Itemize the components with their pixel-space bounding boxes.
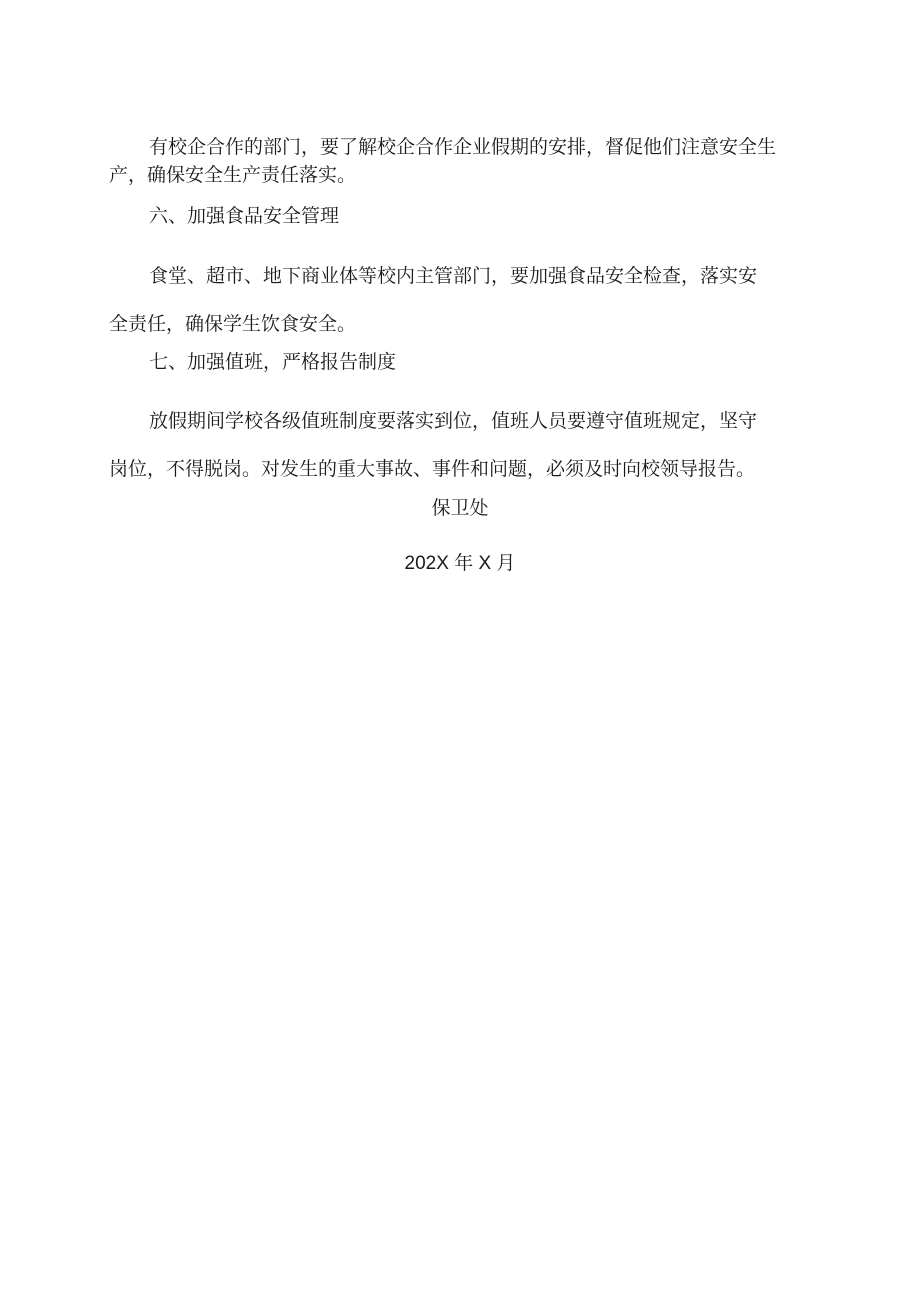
section-heading-food-safety: 六、加强食品安全管理 — [149, 205, 340, 227]
paragraph-line: 产，确保安全生产责任落实。 — [109, 164, 357, 186]
paragraph-food-safety — [109, 252, 813, 348]
section-heading-duty-reporting: 七、加强值班，严格报告制度 — [149, 351, 397, 373]
paragraph-line: 岗位，不得脱岗。对发生的重大事故、事件和问题，必须及时向校领导报告。 — [109, 458, 756, 480]
paragraph-line: 放假期间学校各级值班制度要落实到位，值班人员要遵守值班规定，坚守 — [149, 410, 758, 432]
paragraph-line: 食堂、超市、地下商业体等校内主管部门，要加强食品安全检查，落实安 — [149, 265, 758, 287]
document-date: 202X 年 X 月 — [404, 553, 516, 574]
paragraph-duty-reporting — [109, 397, 813, 493]
paragraph-line: 全责任，确保学生饮食安全。 — [109, 313, 357, 335]
signer-department: 保卫处 — [431, 497, 489, 519]
paragraph-line: 有校企合作的部门，要了解校企合作企业假期的安排，督促他们注意安全生 — [149, 136, 777, 158]
paragraph-school-enterprise — [109, 133, 813, 189]
